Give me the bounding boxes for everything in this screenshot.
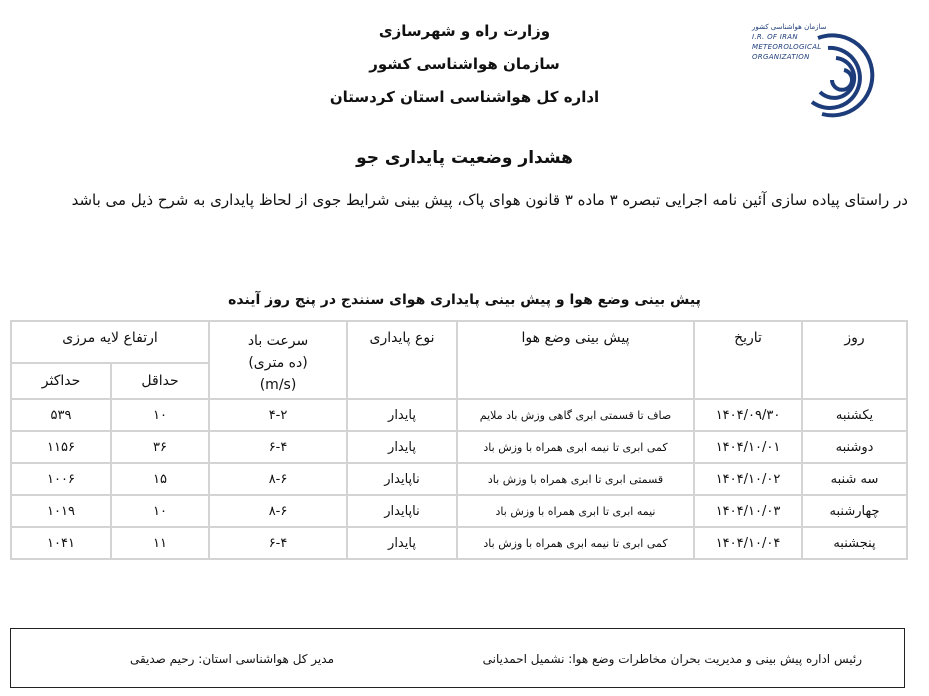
cell-stability: پایدار xyxy=(347,431,457,463)
header-wind-sub: (ده متری) xyxy=(248,355,308,371)
cell-max: ۱۰۰۶ xyxy=(11,463,111,495)
cell-day: پنجشنبه xyxy=(802,527,907,559)
department-name: اداره کل هواشناسی استان کردستان xyxy=(329,88,600,106)
cell-forecast: قسمتی ابری تا ابری همراه با وزش باد xyxy=(457,463,694,495)
organization-name: سازمان هواشناسی کشور xyxy=(369,55,560,73)
cell-stability: ناپایدار xyxy=(347,495,457,527)
signature-footer xyxy=(10,628,905,688)
cell-day: دوشنبه xyxy=(802,431,907,463)
cell-min: ۱۵ xyxy=(111,463,209,495)
table-row xyxy=(11,495,907,527)
cell-stability: پایدار xyxy=(347,527,457,559)
logo-en-line2: METEOROLOGICAL xyxy=(752,43,822,51)
cell-forecast: نیمه ابری تا ابری همراه با وزش باد xyxy=(457,495,694,527)
header-wind xyxy=(209,321,347,399)
cell-date: ۱۴۰۴/۱۰/۰۳ xyxy=(694,495,802,527)
cell-wind: ۸-۶ xyxy=(209,495,347,527)
table-row xyxy=(11,463,907,495)
intro-paragraph: در راستای پیاده سازی آئین نامه اجرایی تبصره ۳ ماده ۳ قانون هوای پاک، پیش بینی شرایط جوی از لحاظ پایداری به شرح ذیل می باشد xyxy=(71,191,908,209)
cell-min: ۳۶ xyxy=(111,431,209,463)
cell-date: ۱۴۰۴/۱۰/۰۴ xyxy=(694,527,802,559)
cell-min: ۱۱ xyxy=(111,527,209,559)
cell-stability: ناپایدار xyxy=(347,463,457,495)
forecast-head-signature: رئیس اداره پیش بینی و مدیریت بحران مخاطرات وضع هوا: نشمیل احمدیانی xyxy=(482,652,862,666)
header-date: تاریخ xyxy=(694,321,802,399)
header-max: حداکثر xyxy=(11,363,111,399)
cell-wind: ۸-۶ xyxy=(209,463,347,495)
table-row xyxy=(11,431,907,463)
meteorological-organization-logo xyxy=(752,14,892,118)
cell-wind: ۴-۲ xyxy=(209,399,347,431)
cell-max: ۵۳۹ xyxy=(11,399,111,431)
cell-date: ۱۴۰۴/۱۰/۰۱ xyxy=(694,431,802,463)
logo-en-line1: I.R. OF IRAN xyxy=(752,33,798,41)
header-day: روز xyxy=(802,321,907,399)
header-wind-unit: (m/s) xyxy=(259,377,297,393)
forecast-table xyxy=(10,320,908,560)
ministry-name: وزارت راه و شهرسازی xyxy=(378,22,551,40)
logo-en-line3: ORGANIZATION xyxy=(752,53,810,61)
cell-forecast: کمی ابری تا نیمه ابری همراه با وزش باد xyxy=(457,527,694,559)
table-caption: پیش بینی وضع هوا و پیش بینی پایداری هوای سنندج در پنج روز آینده xyxy=(228,292,701,308)
header-mixing-height: ارتفاع لایه مرزی xyxy=(11,321,209,363)
header-min: حداقل xyxy=(111,363,209,399)
cell-max: ۱۰۱۹ xyxy=(11,495,111,527)
cell-date: ۱۴۰۴/۰۹/۳۰ xyxy=(694,399,802,431)
table-row xyxy=(11,527,907,559)
cell-wind: ۶-۴ xyxy=(209,431,347,463)
logo-fa-text: سازمان هواشناسی کشور xyxy=(752,23,827,31)
header-wind-label: سرعت باد xyxy=(247,333,309,349)
cell-forecast: صاف تا قسمتی ابری گاهی وزش باد ملایم xyxy=(457,399,694,431)
cell-stability: پایدار xyxy=(347,399,457,431)
cell-forecast: کمی ابری تا نیمه ابری همراه با وزش باد xyxy=(457,431,694,463)
cell-day: چهارشنبه xyxy=(802,495,907,527)
cell-wind: ۶-۴ xyxy=(209,527,347,559)
header-stability: نوع پایداری xyxy=(347,321,457,399)
table-row xyxy=(11,399,907,431)
header-forecast: پیش بینی وضع هوا xyxy=(457,321,694,399)
cell-date: ۱۴۰۴/۱۰/۰۲ xyxy=(694,463,802,495)
document-title: هشدار وضعیت پایداری جو xyxy=(356,148,573,168)
cell-min: ۱۰ xyxy=(111,495,209,527)
spiral-logo-icon xyxy=(752,14,892,118)
cell-max: ۱۱۵۶ xyxy=(11,431,111,463)
cell-day: سه شنبه xyxy=(802,463,907,495)
director-signature: مدیر کل هواشناسی استان: رحیم صدیقی xyxy=(129,652,334,666)
cell-max: ۱۰۴۱ xyxy=(11,527,111,559)
cell-min: ۱۰ xyxy=(111,399,209,431)
cell-day: یکشنبه xyxy=(802,399,907,431)
